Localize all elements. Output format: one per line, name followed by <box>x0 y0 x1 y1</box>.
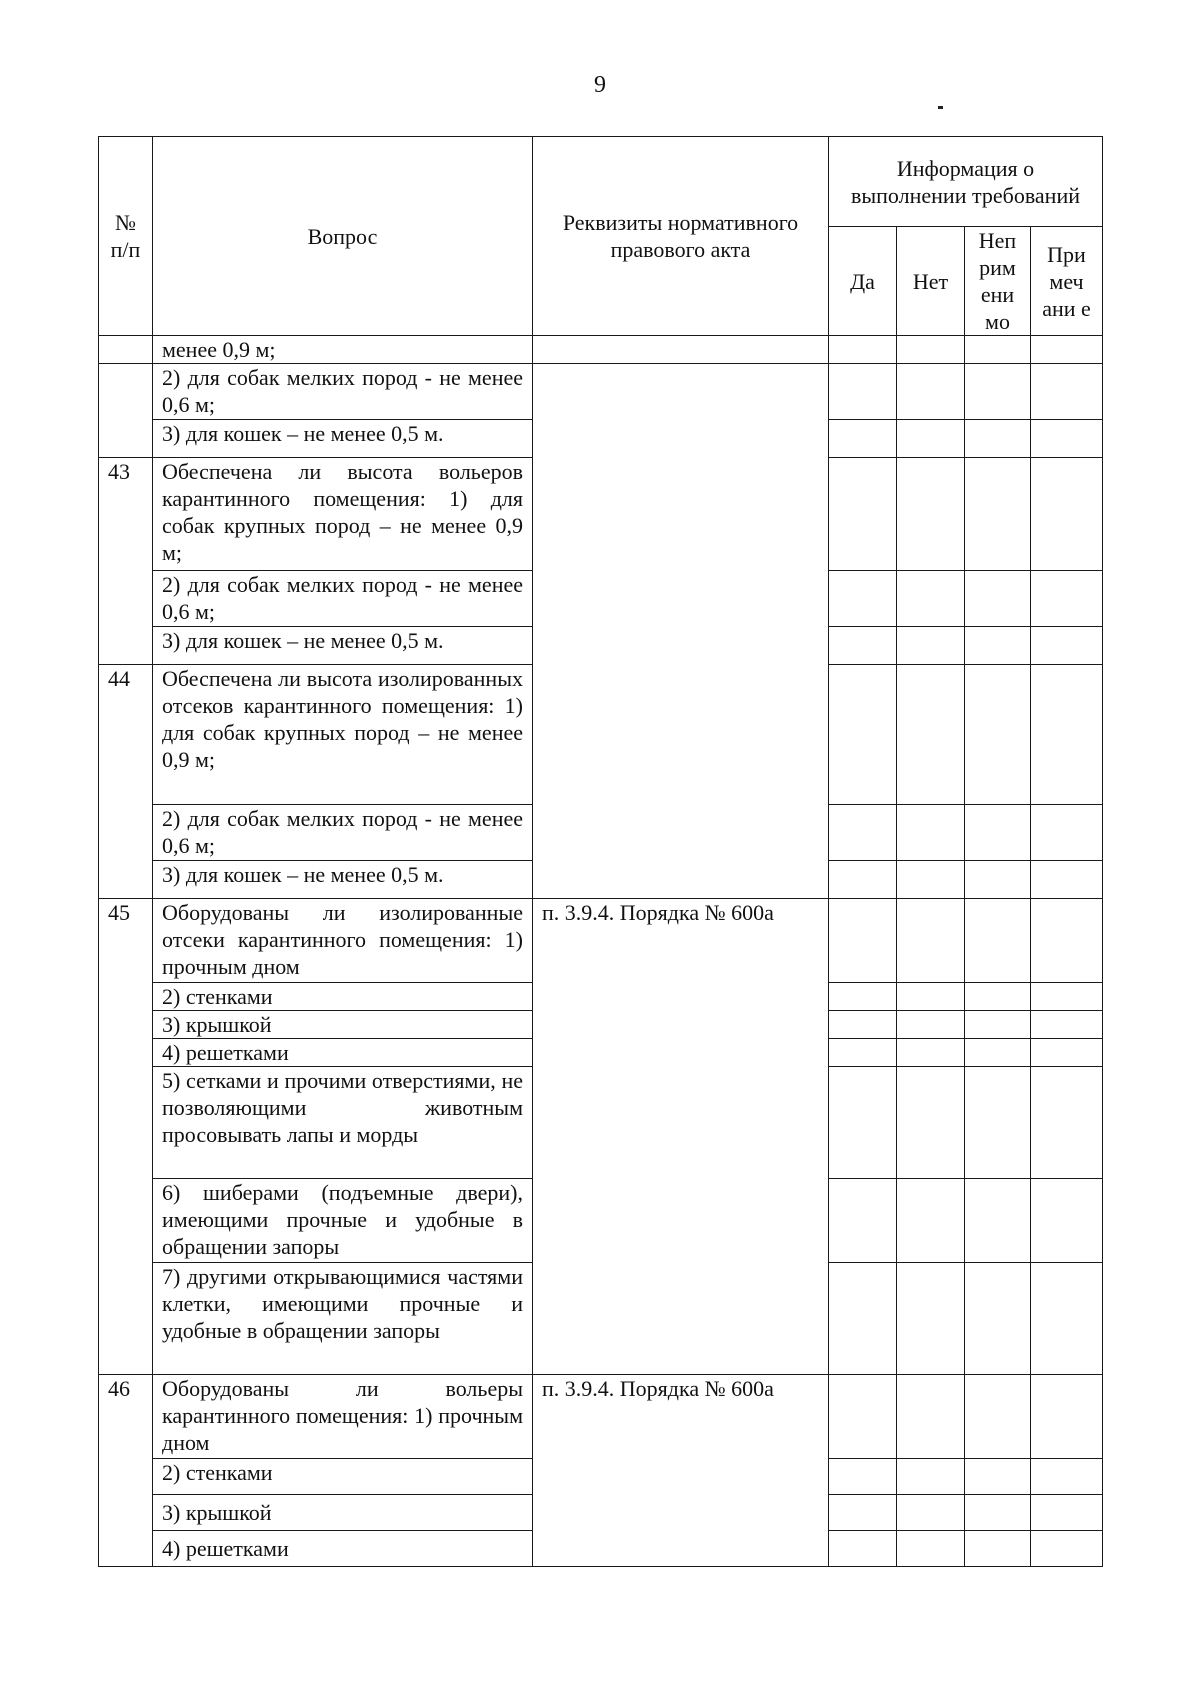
note-cell[interactable] <box>1031 1011 1103 1039</box>
na-cell[interactable] <box>965 1459 1031 1495</box>
no-cell[interactable] <box>897 1459 965 1495</box>
no-cell[interactable] <box>897 420 965 458</box>
no-cell[interactable] <box>897 983 965 1011</box>
header-note: При меч ани е <box>1031 227 1103 336</box>
na-cell[interactable] <box>965 861 1031 899</box>
header-requisites: Реквизиты нормативного правового акта <box>533 137 829 336</box>
yes-cell[interactable] <box>829 458 897 571</box>
no-cell[interactable] <box>897 1067 965 1179</box>
header-row <box>99 137 1103 227</box>
yes-cell[interactable] <box>829 899 897 983</box>
requisite-cell: п. 3.9.4. Порядка № 600а <box>533 899 829 1375</box>
yes-cell[interactable] <box>829 805 897 861</box>
table-row <box>99 336 1103 364</box>
note-cell[interactable] <box>1031 420 1103 458</box>
no-cell[interactable] <box>897 1179 965 1263</box>
row-num <box>99 336 153 364</box>
checklist-table <box>98 136 1103 1567</box>
no-cell[interactable] <box>897 1011 965 1039</box>
no-cell[interactable] <box>897 364 965 420</box>
note-cell[interactable] <box>1031 336 1103 364</box>
no-cell[interactable] <box>897 458 965 571</box>
yes-cell[interactable] <box>829 665 897 805</box>
note-cell[interactable] <box>1031 1263 1103 1375</box>
no-cell[interactable] <box>897 627 965 665</box>
note-cell[interactable] <box>1031 1495 1103 1531</box>
table-row <box>99 1375 1103 1459</box>
header-yes: Да <box>829 227 897 336</box>
yes-cell[interactable] <box>829 1179 897 1263</box>
no-cell[interactable] <box>897 899 965 983</box>
note-cell[interactable] <box>1031 665 1103 805</box>
yes-cell[interactable] <box>829 1011 897 1039</box>
question-cell: 3) крышкой <box>153 1495 533 1531</box>
note-cell[interactable] <box>1031 458 1103 571</box>
yes-cell[interactable] <box>829 1495 897 1531</box>
yes-cell[interactable] <box>829 1459 897 1495</box>
note-cell[interactable] <box>1031 1459 1103 1495</box>
no-cell[interactable] <box>897 1375 965 1459</box>
question-cell: Оборудованы ли вольеры карантинного помещения: 1) прочным дном <box>153 1375 533 1459</box>
note-cell[interactable] <box>1031 805 1103 861</box>
header-question: Вопрос <box>153 137 533 336</box>
na-cell[interactable] <box>965 1263 1031 1375</box>
na-cell[interactable] <box>965 1067 1031 1179</box>
yes-cell[interactable] <box>829 1067 897 1179</box>
na-cell[interactable] <box>965 1375 1031 1459</box>
na-cell[interactable] <box>965 1495 1031 1531</box>
yes-cell[interactable] <box>829 364 897 420</box>
requisite-cell <box>533 336 829 364</box>
header-info: Информация о выполнении требований <box>829 137 1103 227</box>
scan-speck <box>938 106 943 109</box>
question-cell: 4) решетками <box>153 1531 533 1567</box>
no-cell[interactable] <box>897 1531 965 1567</box>
na-cell[interactable] <box>965 1039 1031 1067</box>
no-cell[interactable] <box>897 665 965 805</box>
requisite-cell <box>533 364 829 899</box>
question-cell: 3) для кошек – не менее 0,5 м. <box>153 627 533 665</box>
question-cell: Обеспечена ли высота вольеров карантинного помещения: 1) для собак крупных пород – не менее 0,9 м; <box>153 458 533 571</box>
yes-cell[interactable] <box>829 1039 897 1067</box>
no-cell[interactable] <box>897 571 965 627</box>
header-no: Нет <box>897 227 965 336</box>
no-cell[interactable] <box>897 1495 965 1531</box>
requisite-cell: п. 3.9.4. Порядка № 600а <box>533 1375 829 1567</box>
row-num: 45 <box>99 899 153 1375</box>
no-cell[interactable] <box>897 1039 965 1067</box>
na-cell[interactable] <box>965 1531 1031 1567</box>
question-cell: 6) шиберами (подъемные двери), имеющими прочные и удобные в обращении запоры <box>153 1179 533 1263</box>
question-cell: 7) другими открывающимися частями клетки, имеющими прочные и удобные в обращении запоры <box>153 1263 533 1375</box>
note-cell[interactable] <box>1031 1179 1103 1263</box>
question-cell: 2) стенками <box>153 1459 533 1495</box>
table-row <box>99 899 1103 983</box>
yes-cell[interactable] <box>829 1531 897 1567</box>
no-cell[interactable] <box>897 805 965 861</box>
na-cell[interactable] <box>965 364 1031 420</box>
na-cell[interactable] <box>965 627 1031 665</box>
na-cell[interactable] <box>965 420 1031 458</box>
note-cell[interactable] <box>1031 364 1103 420</box>
question-cell: 3) для кошек – не менее 0,5 м. <box>153 861 533 899</box>
note-cell[interactable] <box>1031 627 1103 665</box>
yes-cell[interactable] <box>829 336 897 364</box>
question-cell: 4) решетками <box>153 1039 533 1067</box>
na-cell[interactable] <box>965 805 1031 861</box>
question-cell: 2) для собак мелких пород - не менее 0,6 м; <box>153 571 533 627</box>
yes-cell[interactable] <box>829 1375 897 1459</box>
question-cell: 3) для кошек – не менее 0,5 м. <box>153 420 533 458</box>
yes-cell[interactable] <box>829 1263 897 1375</box>
table-row <box>99 364 1103 420</box>
yes-cell[interactable] <box>829 983 897 1011</box>
note-cell[interactable] <box>1031 899 1103 983</box>
note-cell[interactable] <box>1031 983 1103 1011</box>
question-cell: Обеспечена ли высота изолированных отсеков карантинного помещения: 1) для собак крупных пород – не менее 0,9 м; <box>153 665 533 805</box>
row-num: 43 <box>99 458 153 665</box>
na-cell[interactable] <box>965 1011 1031 1039</box>
row-num <box>99 364 153 458</box>
header-na: Неп рим ени мо <box>965 227 1031 336</box>
note-cell[interactable] <box>1031 1531 1103 1567</box>
question-cell: 2) для собак мелких пород - не менее 0,6 м; <box>153 805 533 861</box>
question-cell: Оборудованы ли изолированные отсеки карантинного помещения: 1) прочным дном <box>153 899 533 983</box>
note-cell[interactable] <box>1031 1067 1103 1179</box>
question-cell: 2) для собак мелких пород - не менее 0,6 м; <box>153 364 533 420</box>
row-num: 46 <box>99 1375 153 1567</box>
na-cell[interactable] <box>965 336 1031 364</box>
yes-cell[interactable] <box>829 571 897 627</box>
header-num: № п/п <box>99 137 153 336</box>
yes-cell[interactable] <box>829 861 897 899</box>
question-cell: менее 0,9 м; <box>153 336 533 364</box>
note-cell[interactable] <box>1031 571 1103 627</box>
yes-cell[interactable] <box>829 420 897 458</box>
no-cell[interactable] <box>897 336 965 364</box>
no-cell[interactable] <box>897 861 965 899</box>
note-cell[interactable] <box>1031 1375 1103 1459</box>
na-cell[interactable] <box>965 983 1031 1011</box>
question-cell: 2) стенками <box>153 983 533 1011</box>
question-cell: 3) крышкой <box>153 1011 533 1039</box>
page-number: 9 <box>594 72 606 98</box>
note-cell[interactable] <box>1031 861 1103 899</box>
na-cell[interactable] <box>965 458 1031 571</box>
na-cell[interactable] <box>965 899 1031 983</box>
yes-cell[interactable] <box>829 627 897 665</box>
note-cell[interactable] <box>1031 1039 1103 1067</box>
na-cell[interactable] <box>965 1179 1031 1263</box>
row-num: 44 <box>99 665 153 899</box>
na-cell[interactable] <box>965 571 1031 627</box>
na-cell[interactable] <box>965 665 1031 805</box>
question-cell: 5) сетками и прочими отверстиями, не позволяющими животным просовывать лапы и морды <box>153 1067 533 1179</box>
no-cell[interactable] <box>897 1263 965 1375</box>
